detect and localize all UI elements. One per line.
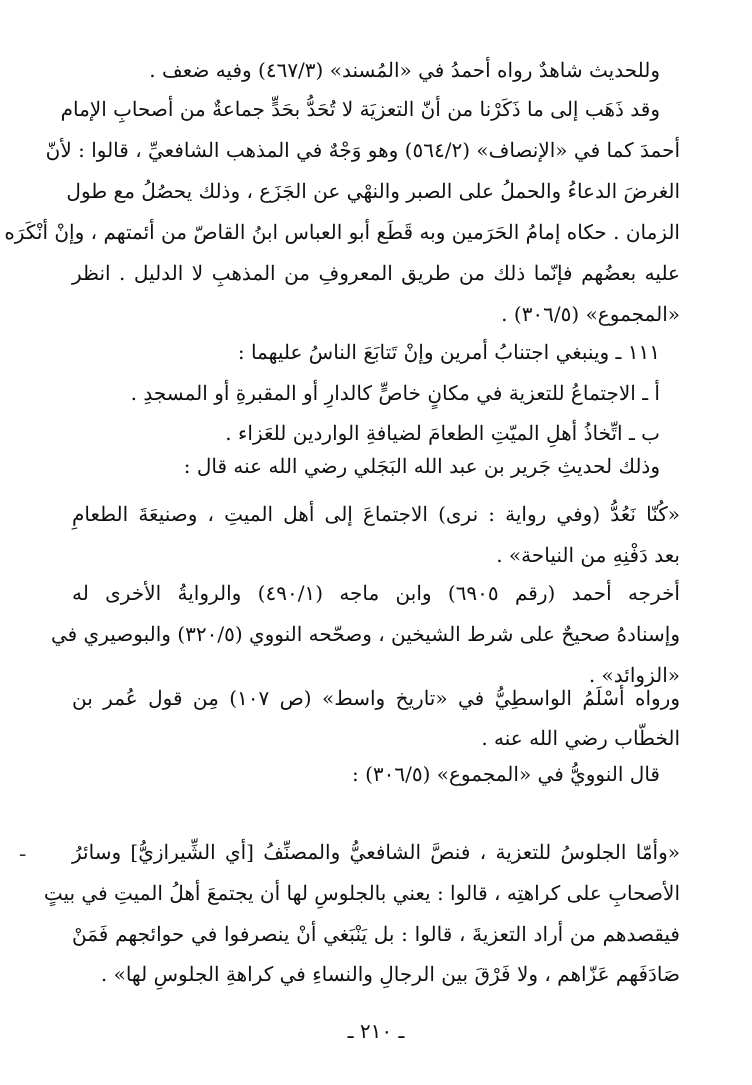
page-number: ـ ٢١٠ ـ — [347, 1019, 405, 1043]
text-line: الخطّاب رضي الله عنه . — [481, 726, 680, 750]
text-line: «المجموع» (٣٠٦/٥) . — [501, 302, 680, 326]
document-page — [4, 0, 680, 1085]
text-line: وقد ذَهَب إلى ما ذَكَرْنا من أنّ التعزيَة لا تُحَدُّ بحَدٍّ جماعةٌ من أصحابِ الإمام — [60, 97, 660, 121]
hadith-quote: بعد دَفْنِهِ من النياحة» . — [496, 543, 680, 567]
text-line: قال النوويُّ في «المجموع» (٣٠٦/٥) : — [351, 762, 660, 786]
text-line: وذلك لحديثِ جَرير بن عبد الله البَجَلي رضي الله عنه قال : — [183, 454, 660, 478]
text-line: «الزوائد» . — [588, 663, 680, 687]
hadith-quote: «كُنّا نَعُدُّ (وفي رواية : نرى) الاجتماعَ إلى أهل الميتِ ، وصنيعَةَ الطعامِ — [72, 502, 680, 526]
nawawi-quote: فيقصدهم من أراد التعزيةَ ، قالوا : بل يَنْبَغي أنْ ينصرفوا في حوائجهم فَمَنْ — [72, 922, 680, 946]
nawawi-quote: «وأمّا الجلوسُ للتعزية ، فنصَّ الشافعيُّ والمصنِّفُ [أي الشِّيرازيُّ] وسائرُ — [72, 840, 680, 864]
text-line: الزمان . حكاه إمامُ الحَرَمين وبه قَطَع أبو العباس ابنُ القاصّ من أئمتهم ، وإنْ أنْكَرَه — [4, 220, 680, 244]
text-line: أحمدَ كما في «الإنصاف» (٥٦٤/٢) وهو وَجْهٌ في المذهب الشافعيِّ ، قالوا : لأنّ — [45, 138, 680, 162]
nawawi-quote: صَادَفَهم عَزّاهم ، ولا فَرْقَ بين الرجالِ والنساءِ في كراهةِ الجلوسِ لها» . — [100, 962, 680, 986]
text-line: عليه بعضُهم فإنّما ذلك من طريق المعروفِ من المذهبِ لا الدليل . انظر — [72, 261, 680, 285]
text-line: وإسنادهُ صحيحٌ على شرط الشيخين ، وصحّحه النووي (٣٢٠/٥) والبوصيري في — [50, 622, 680, 646]
list-item-a: أ ـ الاجتماعُ للتعزية في مكانٍ خاصٍّ كالدارِ أو المقبرةِ أو المسجدِ . — [130, 381, 660, 405]
text-line: وللحديث شاهدٌ رواه أحمدُ في «المُسند» (٤٦٧/٣) وفيه ضعف . — [149, 58, 660, 82]
text-line: ورواه أسْلَمُ الواسطِيُّ في «تاريخ واسط» (ص ١٠٧) مِن قول عُمر بن — [72, 686, 680, 710]
numbered-item: ١١١ ـ وينبغي اجتنابُ أمرين وإنْ تَتابَعَ الناسُ عليهما : — [237, 340, 660, 364]
nawawi-quote: الأصحابِ على كراهتِه ، قالوا : يعني بالجلوسِ لها أن يجتمعَ أهلُ الميتِ في بيتٍ — [43, 881, 680, 905]
text-line: الغرضَ الدعاءُ والحملُ على الصبر والنهْي عن الجَزَع ، وذلك يحصُلُ مع طول — [66, 179, 680, 203]
text-line: أخرجه أحمد (رقم ٦٩٠٥) وابن ماجه (٤٩٠/١) والروايةُ الأخرى له — [72, 581, 680, 605]
margin-mark: ـ — [20, 840, 26, 861]
list-item-b: ب ـ اتِّخاذُ أهلِ الميّتِ الطعامَ لضيافةِ الواردين للعَزاء . — [225, 421, 660, 445]
